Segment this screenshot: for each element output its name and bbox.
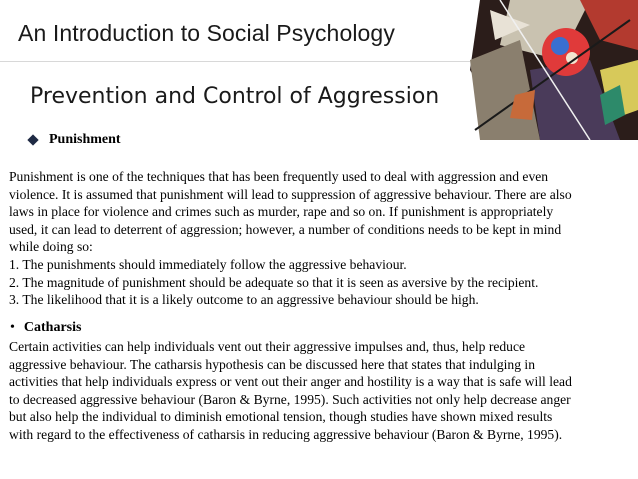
text-line: to decreased aggressive behaviour (Baron & Byrne, 1995). Such activities not only help decrease anger: [9, 391, 571, 407]
text-line: violence. It is assumed that punishment will lead to suppression of aggressive behaviour. There are also: [9, 186, 572, 202]
course-title: An Introduction to Social Psychology: [18, 20, 395, 46]
catharsis-paragraph: [9, 338, 619, 444]
catharsis-heading: Catharsis: [23, 320, 82, 335]
text-line: but also help the individual to diminish emotional tension, though studies have shown mixed results: [9, 409, 553, 425]
list-item: 2. The magnitude of punishment should be adequate so that it is seen as aversive by the recipient.: [9, 274, 539, 290]
text-line: Certain activities can help individuals vent out their aggressive impulses and, thus, help reduce: [9, 339, 526, 354]
title-divider: [0, 61, 475, 62]
list-item: 1. The punishments should immediately follow the aggressive behaviour.: [9, 256, 407, 272]
text-line: with regard to the effectiveness of catharsis in reducing aggressive behaviour (Baron & Byrne, 1995).: [9, 426, 563, 442]
text-line: Punishment is one of the techniques that has been frequently used to deal with aggression and even: [9, 169, 549, 184]
catharsis-heading-row: [10, 320, 81, 336]
text-line: activities that help individuals express or vent out their anger and hostility is a way that is safe will lead: [9, 374, 572, 390]
text-line: used, it can lead to deterrent of aggression; however, a number of conditions needs to be kept in mind: [9, 221, 562, 237]
slide-title: Prevention and Control of Aggression: [30, 84, 440, 109]
diamond-bullet-icon: [27, 134, 38, 145]
decorative-artwork: [470, 0, 638, 140]
punishment-paragraph: [9, 168, 619, 309]
round-bullet-icon: •: [10, 320, 15, 335]
list-item: 3. The likelihood that it is a likely outcome to an aggressive behaviour should be high.: [9, 292, 479, 308]
punishment-heading: Punishment: [49, 132, 121, 147]
text-line: while doing so:: [9, 239, 93, 255]
punishment-heading-row: [26, 132, 121, 148]
abstract-art-image: [470, 0, 638, 140]
text-line: aggressive behaviour. The catharsis hypothesis can be discussed here that states that indulging in: [9, 356, 536, 372]
text-line: laws in place for violence and crimes such as murder, rape and so on. If punishment is appropriately: [9, 204, 554, 220]
